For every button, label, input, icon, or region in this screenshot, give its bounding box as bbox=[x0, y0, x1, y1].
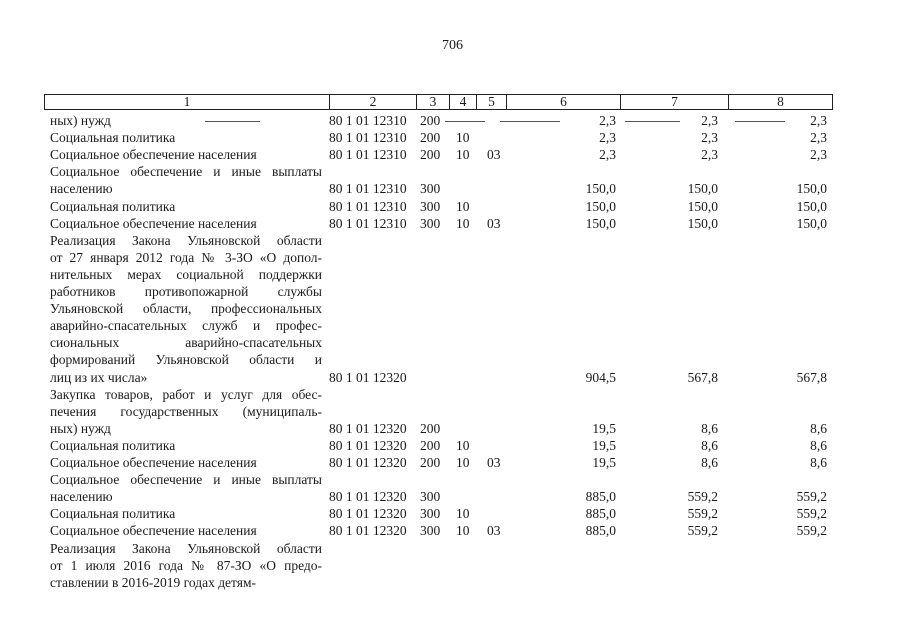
value-col6: 2,3 bbox=[599, 147, 616, 163]
code-cell: 80 1 01 12310 bbox=[329, 113, 407, 128]
row-label-line: Реализация Закона Ульяновской области bbox=[50, 540, 322, 556]
code-cell: 80 1 01 12320 bbox=[329, 369, 407, 385]
row-label-line: от 1 июля 2016 года № 87-ЗО «О предо- bbox=[50, 557, 322, 573]
vr-cell: 200 bbox=[420, 147, 441, 163]
value-col7: 2,3 bbox=[701, 147, 718, 163]
value-col8: 559,2 bbox=[796, 489, 827, 505]
vr-cell: 300 bbox=[420, 506, 441, 522]
value-col6: 19,5 bbox=[592, 437, 616, 453]
row-label-line: Социальное обеспечение населения bbox=[50, 455, 257, 470]
row-label-line: Социальное обеспечение и иные выплаты bbox=[50, 164, 322, 180]
value-col7: 567,8 bbox=[687, 369, 718, 385]
row-label-line: от 27 января 2012 года № 3-ЗО «О допол- bbox=[50, 249, 322, 265]
vr-cell: 300 bbox=[420, 198, 441, 214]
scan-dash bbox=[445, 121, 485, 122]
pr-cell: 03 bbox=[487, 215, 501, 231]
code-cell: 80 1 01 12320 bbox=[329, 455, 407, 470]
vr-cell: 300 bbox=[420, 489, 441, 505]
code-cell: 80 1 01 12310 bbox=[329, 147, 407, 163]
value-col8: 2,3 bbox=[810, 113, 827, 128]
value-col6: 150,0 bbox=[585, 181, 616, 197]
row-label-line: Социальное обеспечение и иные выплаты bbox=[50, 472, 322, 488]
row-label-line: ных) нужд bbox=[50, 420, 111, 436]
code-cell: 80 1 01 12320 bbox=[329, 437, 407, 453]
code-cell: 80 1 01 12310 bbox=[329, 198, 407, 214]
rz-cell: 10 bbox=[456, 455, 470, 470]
value-col6: 885,0 bbox=[585, 489, 616, 505]
value-col8: 150,0 bbox=[796, 215, 827, 231]
header-col-7: 7 bbox=[621, 95, 729, 109]
code-cell: 80 1 01 12320 bbox=[329, 523, 407, 539]
value-col6: 885,0 bbox=[585, 523, 616, 539]
row-label-line: лиц из их числа» bbox=[50, 369, 148, 385]
value-col7: 8,6 bbox=[701, 455, 718, 470]
row-label-line: Реализация Закона Ульяновской области bbox=[50, 232, 322, 248]
code-cell: 80 1 01 12320 bbox=[329, 489, 407, 505]
value-col8: 2,3 bbox=[810, 147, 827, 163]
row-label-line: ных) нужд bbox=[50, 113, 111, 128]
value-col6 bbox=[560, 574, 616, 591]
value-col7 bbox=[660, 574, 718, 591]
vr-cell: 200 bbox=[420, 437, 441, 453]
code-cell: 80 1 01 12310 bbox=[329, 130, 407, 146]
header-col-1: 1 bbox=[45, 95, 330, 109]
value-col8: 2,3 bbox=[810, 130, 827, 146]
vr-cell: 200 bbox=[420, 113, 441, 128]
value-col6: 2,3 bbox=[599, 130, 616, 146]
rz-cell: 10 bbox=[456, 437, 470, 453]
vr-cell: 200 bbox=[420, 130, 441, 146]
row-label-line: Социальное обеспечение населения bbox=[50, 147, 257, 163]
row-label-line: формирований Ульяновской области и bbox=[50, 352, 322, 368]
code-cell: 80 1 01 12310 bbox=[329, 215, 407, 231]
rz-cell: 10 bbox=[456, 215, 470, 231]
header-col-6: 6 bbox=[507, 95, 621, 109]
row-label-line: аварийно-спасательных служб и профес- bbox=[50, 318, 322, 334]
page-number: 706 bbox=[442, 38, 463, 53]
header-col-2: 2 bbox=[330, 95, 417, 109]
scan-dash bbox=[500, 121, 560, 122]
row-label-line: Социальная политика bbox=[50, 198, 176, 214]
rz-cell: 10 bbox=[456, 506, 470, 522]
rz-cell: 10 bbox=[456, 147, 470, 163]
row-label-line: нительных мерах социальной поддержки bbox=[50, 266, 322, 282]
value-col6: 19,5 bbox=[592, 420, 616, 436]
row-label-line: сиональных аварийно-спасательных bbox=[50, 335, 322, 351]
value-col8: 8,6 bbox=[810, 437, 827, 453]
value-col7: 8,6 bbox=[701, 437, 718, 453]
value-col6: 150,0 bbox=[585, 198, 616, 214]
value-col6: 19,5 bbox=[592, 455, 616, 470]
value-col7: 559,2 bbox=[687, 489, 718, 505]
row-label-line: Социальное обеспечение населения bbox=[50, 215, 257, 231]
vr-cell: 300 bbox=[420, 523, 441, 539]
code-cell: 80 1 01 12320 bbox=[329, 420, 407, 436]
value-col6: 904,5 bbox=[585, 369, 616, 385]
value-col7: 2,3 bbox=[701, 113, 718, 128]
value-col8: 8,6 bbox=[810, 420, 827, 436]
code-cell: 80 1 01 12310 bbox=[329, 181, 407, 197]
row-label-line: Ульяновской области, профессиональных bbox=[50, 301, 322, 317]
value-col7: 559,2 bbox=[687, 523, 718, 539]
value-col6: 885,0 bbox=[585, 506, 616, 522]
row-label-line: Социальная политика bbox=[50, 130, 176, 146]
value-col7: 150,0 bbox=[687, 215, 718, 231]
pr-cell: 03 bbox=[487, 455, 501, 470]
row-label-line: ставлении в 2016-2019 годах детям- bbox=[50, 574, 257, 590]
vr-cell: 300 bbox=[420, 215, 441, 231]
code-cell: 80 1 01 12320 bbox=[329, 506, 407, 522]
value-col7: 150,0 bbox=[687, 198, 718, 214]
vr-cell: 300 bbox=[420, 181, 441, 197]
vr-cell: 200 bbox=[420, 420, 441, 436]
row-label-line: населению bbox=[50, 181, 113, 197]
row-label-line: Социальная политика bbox=[50, 506, 176, 522]
value-col8: 559,2 bbox=[796, 523, 827, 539]
rz-cell: 10 bbox=[456, 523, 470, 539]
value-col8: 559,2 bbox=[796, 506, 827, 522]
pr-cell: 03 bbox=[487, 147, 501, 163]
value-col7: 150,0 bbox=[687, 181, 718, 197]
pr-cell: 03 bbox=[487, 523, 501, 539]
header-col-8: 8 bbox=[777, 94, 784, 109]
value-col8: 567,8 bbox=[796, 369, 827, 385]
value-col8 bbox=[768, 574, 827, 591]
row-label-line: Социальное обеспечение населения bbox=[50, 523, 257, 539]
value-col8: 8,6 bbox=[810, 455, 827, 470]
row-label-line: работников противопожарной службы bbox=[50, 284, 322, 299]
rz-cell: 10 bbox=[456, 198, 470, 214]
value-col6: 2,3 bbox=[599, 113, 616, 128]
value-col8: 150,0 bbox=[796, 198, 827, 214]
row-label-line: печения государственных (муниципаль- bbox=[50, 403, 322, 419]
vr-cell: 200 bbox=[420, 455, 441, 470]
value-col7: 559,2 bbox=[687, 506, 718, 522]
row-label-line: Социальная политика bbox=[50, 437, 176, 453]
header-col-5: 5 bbox=[477, 95, 507, 109]
value-col8: 150,0 bbox=[796, 181, 827, 197]
header-col-3: 3 bbox=[417, 95, 450, 109]
value-col7: 8,6 bbox=[701, 420, 718, 436]
value-col6: 150,0 bbox=[585, 215, 616, 231]
header-col-4: 4 bbox=[450, 95, 477, 109]
rz-cell: 10 bbox=[456, 130, 470, 146]
table-header bbox=[44, 94, 833, 110]
row-label-line: населению bbox=[50, 489, 113, 505]
value-col7: 2,3 bbox=[701, 130, 718, 146]
row-label-line: Закупка товаров, работ и услуг для обес- bbox=[50, 386, 322, 402]
